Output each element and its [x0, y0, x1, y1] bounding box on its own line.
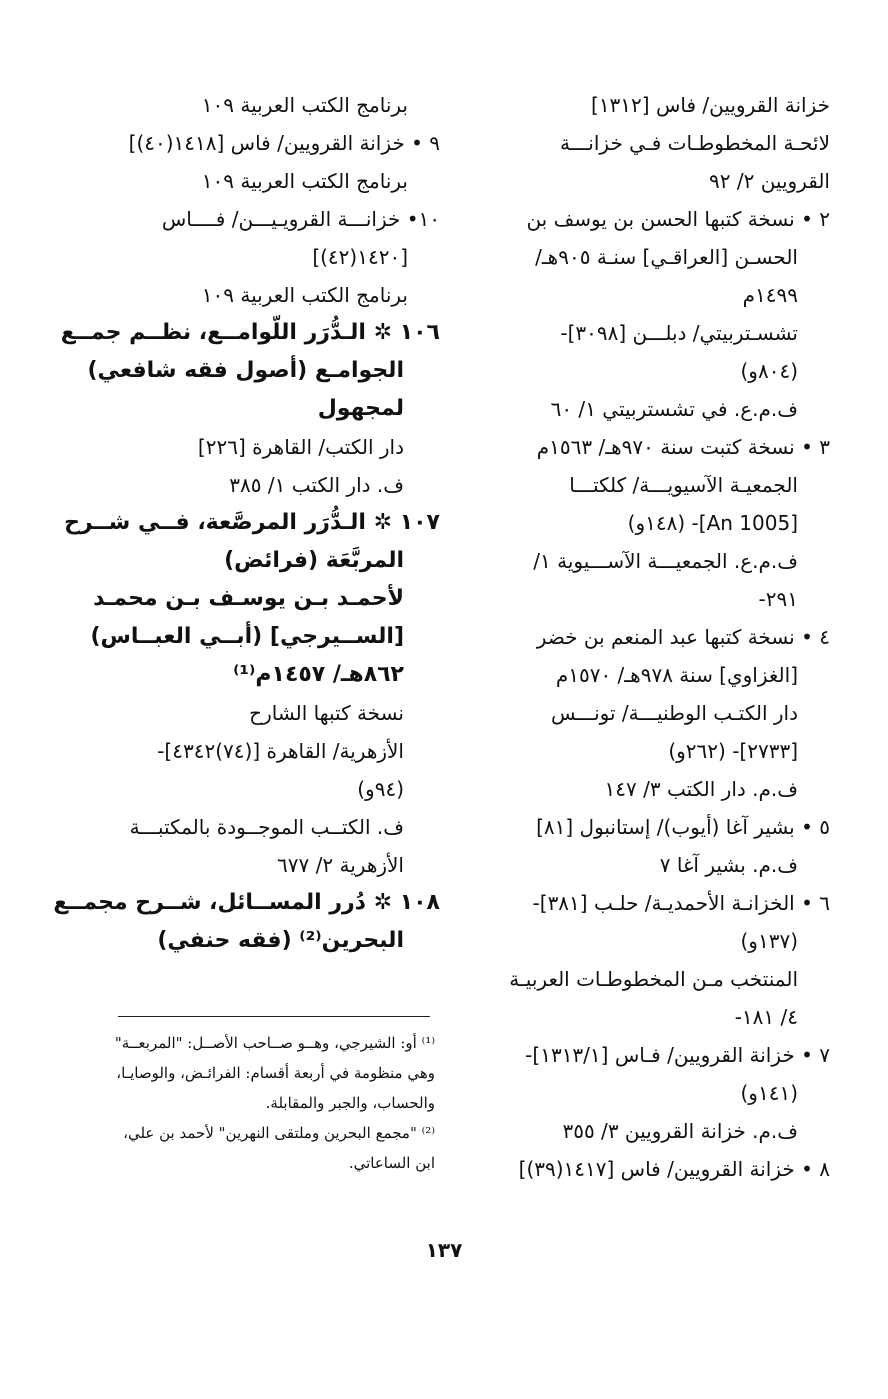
text-line: (٩٤و) — [357, 777, 404, 801]
text-line: برنامج الكتب العربية ١٠٩ — [201, 283, 408, 307]
text-line: نسخة كتبها الشارح — [249, 701, 404, 725]
left-column — [53, 86, 440, 960]
text-line: الجمعيـة الآسيويـــة/ كلكتـــا — [569, 473, 798, 497]
text-line: المنتخب مـن المخطوطـات العربيـة — [509, 967, 798, 991]
footnotes — [110, 1028, 435, 1178]
footnote-divider — [118, 1016, 430, 1017]
entry-author-date: ٨٦٢هـ/ ١٤٥٧م⁽¹⁾ — [233, 662, 404, 687]
footnote-line: ابن الساعاتي. — [348, 1154, 435, 1172]
text-line: القرويين ٢/ ٩٢ — [709, 169, 830, 193]
text-line: ٤/ ١٨١- — [734, 1005, 798, 1029]
entry-author: [الســيرجي] (أبــي العبــاس) — [90, 624, 404, 649]
text-line: تشسـتربيتي/ دبلـــن [٣٠٩٨]- — [560, 321, 798, 345]
text-line: الحسـن [العراقـي] سنـة ٩٠٥هـ/ — [535, 245, 798, 269]
entry-heading-106: ١٠٦ ✲ الـدُّرَر اللّوامــع، نظــم جمــع — [60, 320, 440, 345]
text-line: ف. دار الكتب ١/ ٣٨٥ — [229, 473, 404, 497]
text-line: ف.م. بشير آغا ٧ — [659, 853, 798, 877]
list-item-9: ٩ • خزانة القرويين/ فاس [١٤١٨(٤٠)] — [128, 131, 440, 155]
text-line: ف. الكتــب الموجــودة بالمكتبـــة — [129, 815, 404, 839]
entry-heading-108: ١٠٨ ✲ دُرر المســائل، شــرح مجمــع — [53, 890, 440, 915]
list-item-7: ٧ • خزانة القرويين/ فـاس [١٣١٣/١]- — [525, 1043, 830, 1067]
text-line: [الغزاوي] سنة ٩٧٨هـ/ ١٥٧٠م — [555, 663, 798, 687]
list-item-2: ٢ • نسخة كتبها الحسن بن يوسف بن — [526, 207, 830, 231]
list-item-8: ٨ • خزانة القرويين/ فاس [١٤١٧(٣٩)] — [518, 1157, 830, 1181]
text-line: الأزهرية/ القاهرة [(٧٤)٤٣٤٢]- — [157, 739, 404, 763]
text-line: (١٣٧و) — [740, 929, 798, 953]
text-line: الأزهرية ٢/ ٦٧٧ — [277, 853, 404, 877]
list-item-10: ١٠• خزانـــة القرويـيـــن/ فــــاس — [161, 207, 440, 231]
list-item-4: ٤ • نسخة كتبها عبد المنعم بن خضر — [536, 625, 830, 649]
entry-heading-line: البحرين⁽²⁾ (فقه حنفي) — [157, 928, 404, 953]
footnote-line: وهي منظومة في أربعة أقسام: الفرائـض، والوصايـا، — [116, 1064, 435, 1082]
text-line: ف.م. خزانة القرويين ٣/ ٣٥٥ — [562, 1119, 798, 1143]
footnote-line: ⁽²⁾ "مجمع البحرين وملتقى النهرين" لأحمد بن علي، — [123, 1124, 435, 1142]
right-column — [470, 86, 830, 1188]
list-item-5: ٥ • بشير آغا (أيوب)/ إستانبول [٨١] — [536, 815, 830, 839]
text-line: (١٤١و) — [740, 1081, 798, 1105]
list-item-3: ٣ • نسخة كتبت سنة ٩٧٠هـ/ ١٥٦٣م — [536, 435, 830, 459]
text-line: ف.م.ع. الجمعيـــة الآســـيوية ١/ — [533, 549, 798, 573]
text-line: برنامج الكتب العربية ١٠٩ — [201, 169, 408, 193]
text-line: برنامج الكتب العربية ١٠٩ — [201, 93, 408, 117]
text-line: [١٤٢٠(٤٢)] — [312, 245, 408, 269]
text-line: ١٤٩٩م — [742, 283, 798, 307]
entry-author: لأحمـد بـن يوسـف بـن محمـد — [93, 586, 404, 611]
text-line: لائحـة المخطوطـات فـي خزانـــة — [559, 131, 830, 155]
text-line: (٨٠٤و) — [740, 359, 798, 383]
text-line: [An 1005]- (١٤٨و) — [627, 511, 798, 535]
entry-heading-line: المربَّعَة (فرائض) — [224, 548, 404, 573]
footnote-line: والحساب، والجبر والمقابلة. — [265, 1094, 435, 1112]
text-line: دار الكتب/ القاهرة [٢٢٦] — [197, 435, 404, 459]
entry-author: لمجهول — [317, 396, 404, 421]
text-line: دار الكتـب الوطنيـــة/ تونـــس — [551, 701, 798, 725]
text-line: ف.م. دار الكتب ٣/ ١٤٧ — [604, 777, 798, 801]
entry-heading-107: ١٠٧ ✲ الـدُّرَر المرصَّعة، فــي شــرح — [64, 510, 440, 535]
entry-heading-line: الجوامـع (أصول فقه شافعي) — [87, 358, 404, 383]
text-line: ٢٩١- — [758, 587, 798, 611]
text-line: خزانة القرويين/ فاس [١٣١٢] — [591, 93, 830, 117]
text-line: ف.م.ع. في تشستربيتي ١/ ٦٠ — [550, 397, 798, 421]
footnote-line: ⁽¹⁾ أو: الشيرجي، وهــو صــاحب الأصــل: "المربعــة" — [114, 1034, 435, 1052]
page-number: ١٣٧ — [425, 1238, 463, 1262]
text-line: [٢٧٣٣]- (٢٦٢و) — [668, 739, 798, 763]
list-item-6: ٦ • الخزانـة الأحمديـة/ حلـب [٣٨١]- — [532, 891, 830, 915]
